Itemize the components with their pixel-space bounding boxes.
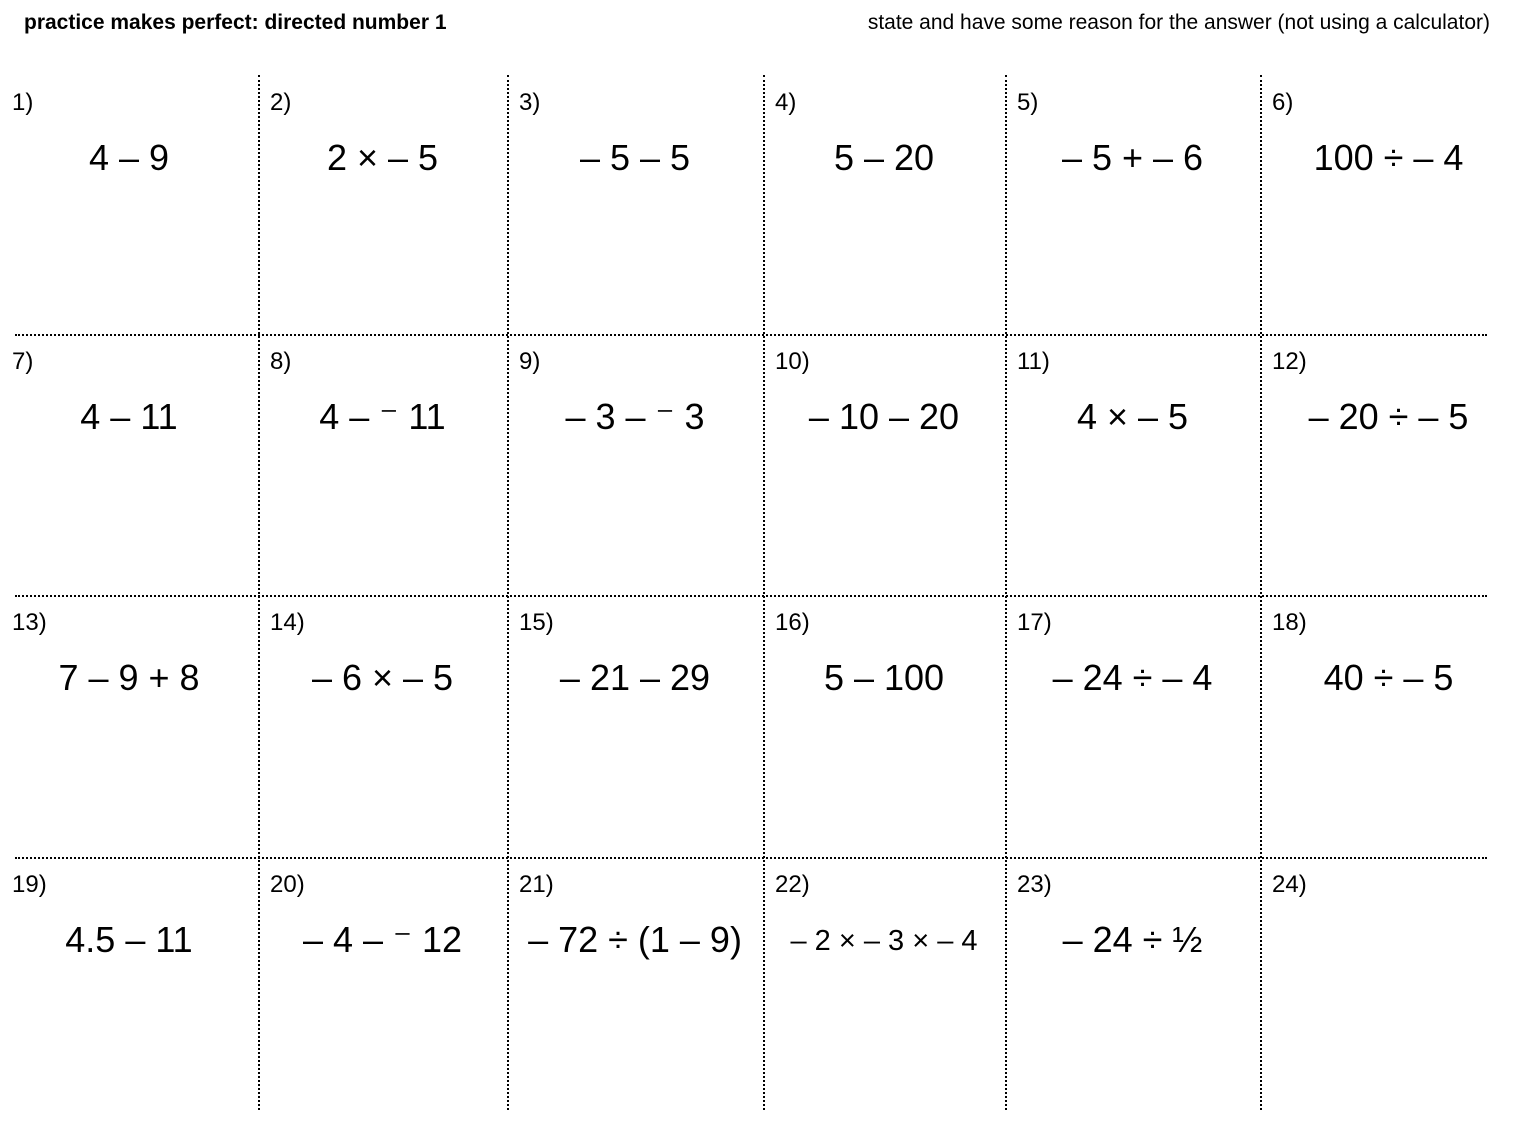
question-expression: – 24 ÷ ½ [1062, 919, 1203, 960]
question-expression: – 72 ÷ (1 – 9) [528, 919, 742, 960]
question-cell [763, 75, 1005, 334]
question-cell [0, 334, 258, 595]
question-cell [763, 857, 1005, 1110]
question-number: 13) [12, 609, 47, 636]
question-number: 20) [270, 871, 305, 898]
question-number: 24) [1272, 871, 1307, 898]
question-cell [507, 857, 763, 1110]
question-cell [258, 595, 507, 857]
question-expression: – 5 – 5 [579, 137, 691, 178]
question-expression: 100 ÷ – 4 [1313, 137, 1464, 178]
question-number: 6) [1272, 89, 1294, 116]
question-number: 3) [519, 89, 541, 116]
question-number: 5) [1017, 89, 1039, 116]
question-cell [507, 595, 763, 857]
question-number: 18) [1272, 609, 1307, 636]
question-number: 1) [12, 89, 34, 116]
question-expression: 7 – 9 + 8 [58, 657, 200, 698]
worksheet-instructions: state and have some reason for the answer (not using a calculator) [867, 11, 1490, 34]
question-cell [763, 334, 1005, 595]
question-expression: – 21 – 29 [559, 657, 711, 698]
question-number: 23) [1017, 871, 1052, 898]
question-number: 11) [1017, 348, 1050, 375]
question-cell [0, 75, 258, 334]
question-number: 4) [775, 89, 797, 116]
question-expression: 5 – 20 [833, 137, 935, 178]
question-number: 22) [775, 871, 810, 898]
question-number: 7) [12, 348, 34, 375]
question-expression: 40 ÷ – 5 [1323, 657, 1454, 698]
question-expression: – 4 – ⁻ 12 [302, 919, 463, 960]
question-number: 9) [519, 348, 541, 375]
question-number: 2) [270, 89, 292, 116]
question-cell [0, 595, 258, 857]
question-expression: 4.5 – 11 [65, 919, 193, 960]
question-cell [1260, 857, 1517, 1110]
question-cell [0, 857, 258, 1110]
question-cell [507, 75, 763, 334]
question-cell [1260, 595, 1517, 857]
question-expression: 4 – ⁻ 11 [319, 396, 446, 437]
question-number: 12) [1272, 348, 1307, 375]
question-cell [1005, 595, 1260, 857]
question-expression: – 5 + – 6 [1061, 137, 1204, 178]
question-cell [258, 334, 507, 595]
question-number: 10) [775, 348, 810, 375]
question-number: 15) [519, 609, 554, 636]
question-cell [1005, 334, 1260, 595]
question-expression: – 20 ÷ – 5 [1308, 396, 1469, 437]
question-cell [1260, 334, 1517, 595]
question-cell [1260, 75, 1517, 334]
question-expression: 4 – 9 [88, 137, 170, 178]
question-expression: – 10 – 20 [808, 396, 960, 437]
question-expression: 4 – 11 [80, 396, 178, 437]
question-cell [258, 75, 507, 334]
question-number: 17) [1017, 609, 1052, 636]
question-number: 14) [270, 609, 305, 636]
question-number: 19) [12, 871, 47, 898]
question-cell [763, 595, 1005, 857]
question-expression: – 3 – ⁻ 3 [565, 396, 705, 437]
question-cell [258, 857, 507, 1110]
question-expression: – 2 × – 3 × – 4 [790, 925, 978, 957]
question-expression: 4 × – 5 [1076, 396, 1189, 437]
question-cell [1005, 75, 1260, 334]
question-number: 21) [519, 871, 554, 898]
question-number: 8) [270, 348, 292, 375]
question-cell [1005, 857, 1260, 1110]
question-expression: 2 × – 5 [326, 137, 439, 178]
question-expression: 5 – 100 [823, 657, 945, 698]
question-number: 16) [775, 609, 810, 636]
question-cell [507, 334, 763, 595]
question-expression: – 6 × – 5 [311, 657, 454, 698]
question-expression: – 24 ÷ – 4 [1052, 657, 1213, 698]
worksheet-title: practice makes perfect: directed number 1 [24, 11, 447, 34]
